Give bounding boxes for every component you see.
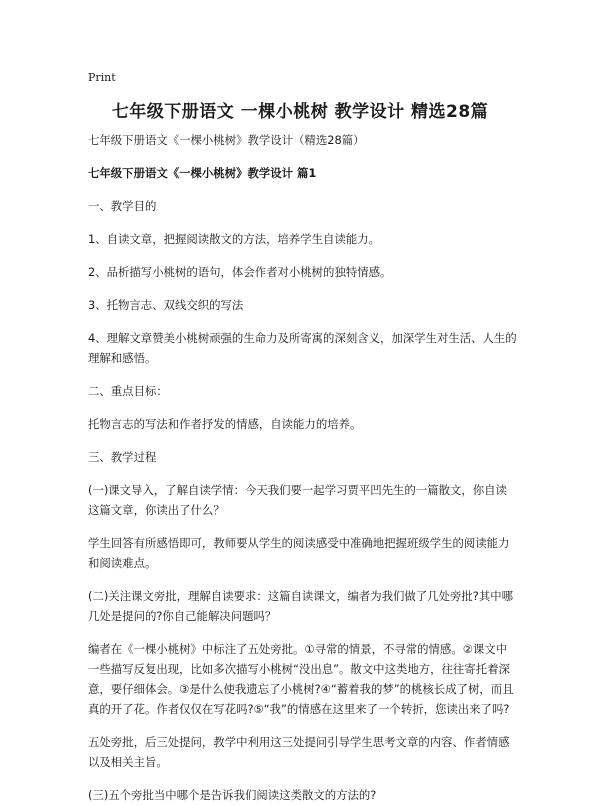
- paragraph: 二、重点目标：: [88, 384, 168, 398]
- paragraph: (二)关注课文旁批，理解自读要求：这篇自读课文，编者为我们做了几处旁批?其中哪几处是提问的?你自己能解决问题吗？: [88, 589, 513, 623]
- paragraph: 学生回答有所感悟即可，教师要从学生的阅读感受中准确地把握班级学生的阅读能力和阅读难点。: [88, 536, 510, 570]
- paragraph: 2、品析描写小桃树的语句，体会作者对小桃树的独特情感。: [88, 265, 392, 279]
- paragraph: 4、理解文章赞美小桃树顽强的生命力及所寄寓的深刻含义，加深学生对生活、人生的理解和感悟。: [88, 331, 517, 365]
- document-body: [88, 130, 518, 805]
- subtitle: 七年级下册语文《一棵小桃树》教学设计（精选28篇）: [88, 133, 365, 147]
- paragraph: 一、教学目的: [88, 199, 157, 213]
- print-link[interactable]: Print: [88, 71, 116, 84]
- paragraph: 1、自读文章，把握阅读散文的方法，培养学生自读能力。: [88, 232, 381, 246]
- paragraph: 3、托物言志、双线交织的写法: [88, 298, 244, 312]
- paragraph: 编者在《一棵小桃树》中标注了五处旁批。①寻常的情景，不寻常的情感。②课文中一些描写反复出现，比如多次描写小桃树“没出息”。散文中这类地方，往往寄托着深意，要仔细体会。③是什么使我遗忘了小桃树?④“蓄着我的梦”的桃核长成了树，而且真的开了花。作者仅仅在写花吗?⑤“我”的情感在这里来了一个转折，您读出来了吗?: [88, 642, 514, 716]
- section-heading: 七年级下册语文《一棵小桃树》教学设计 篇1: [88, 166, 317, 180]
- paragraph: (三)五个旁批当中哪个是告诉我们阅读这类散文的方法的?: [88, 788, 377, 802]
- paragraph: 三、教学过程: [88, 450, 157, 464]
- paragraph: 五处旁批，后三处提问，教学中利用这三处提问引导学生思考文章的内容、作者情感以及相关主旨。: [88, 735, 510, 769]
- paragraph: (一)课文导入，了解自读学情：今天我们要一起学习贾平凹先生的一篇散文，你自读这篇文章，你读出了什么？: [88, 483, 507, 517]
- paragraph: 托物言志的写法和作者抒发的情感，自读能力的培养。: [88, 417, 362, 431]
- page-title: 七年级下册语文 一棵小桃树 教学设计 精选28篇: [111, 102, 489, 122]
